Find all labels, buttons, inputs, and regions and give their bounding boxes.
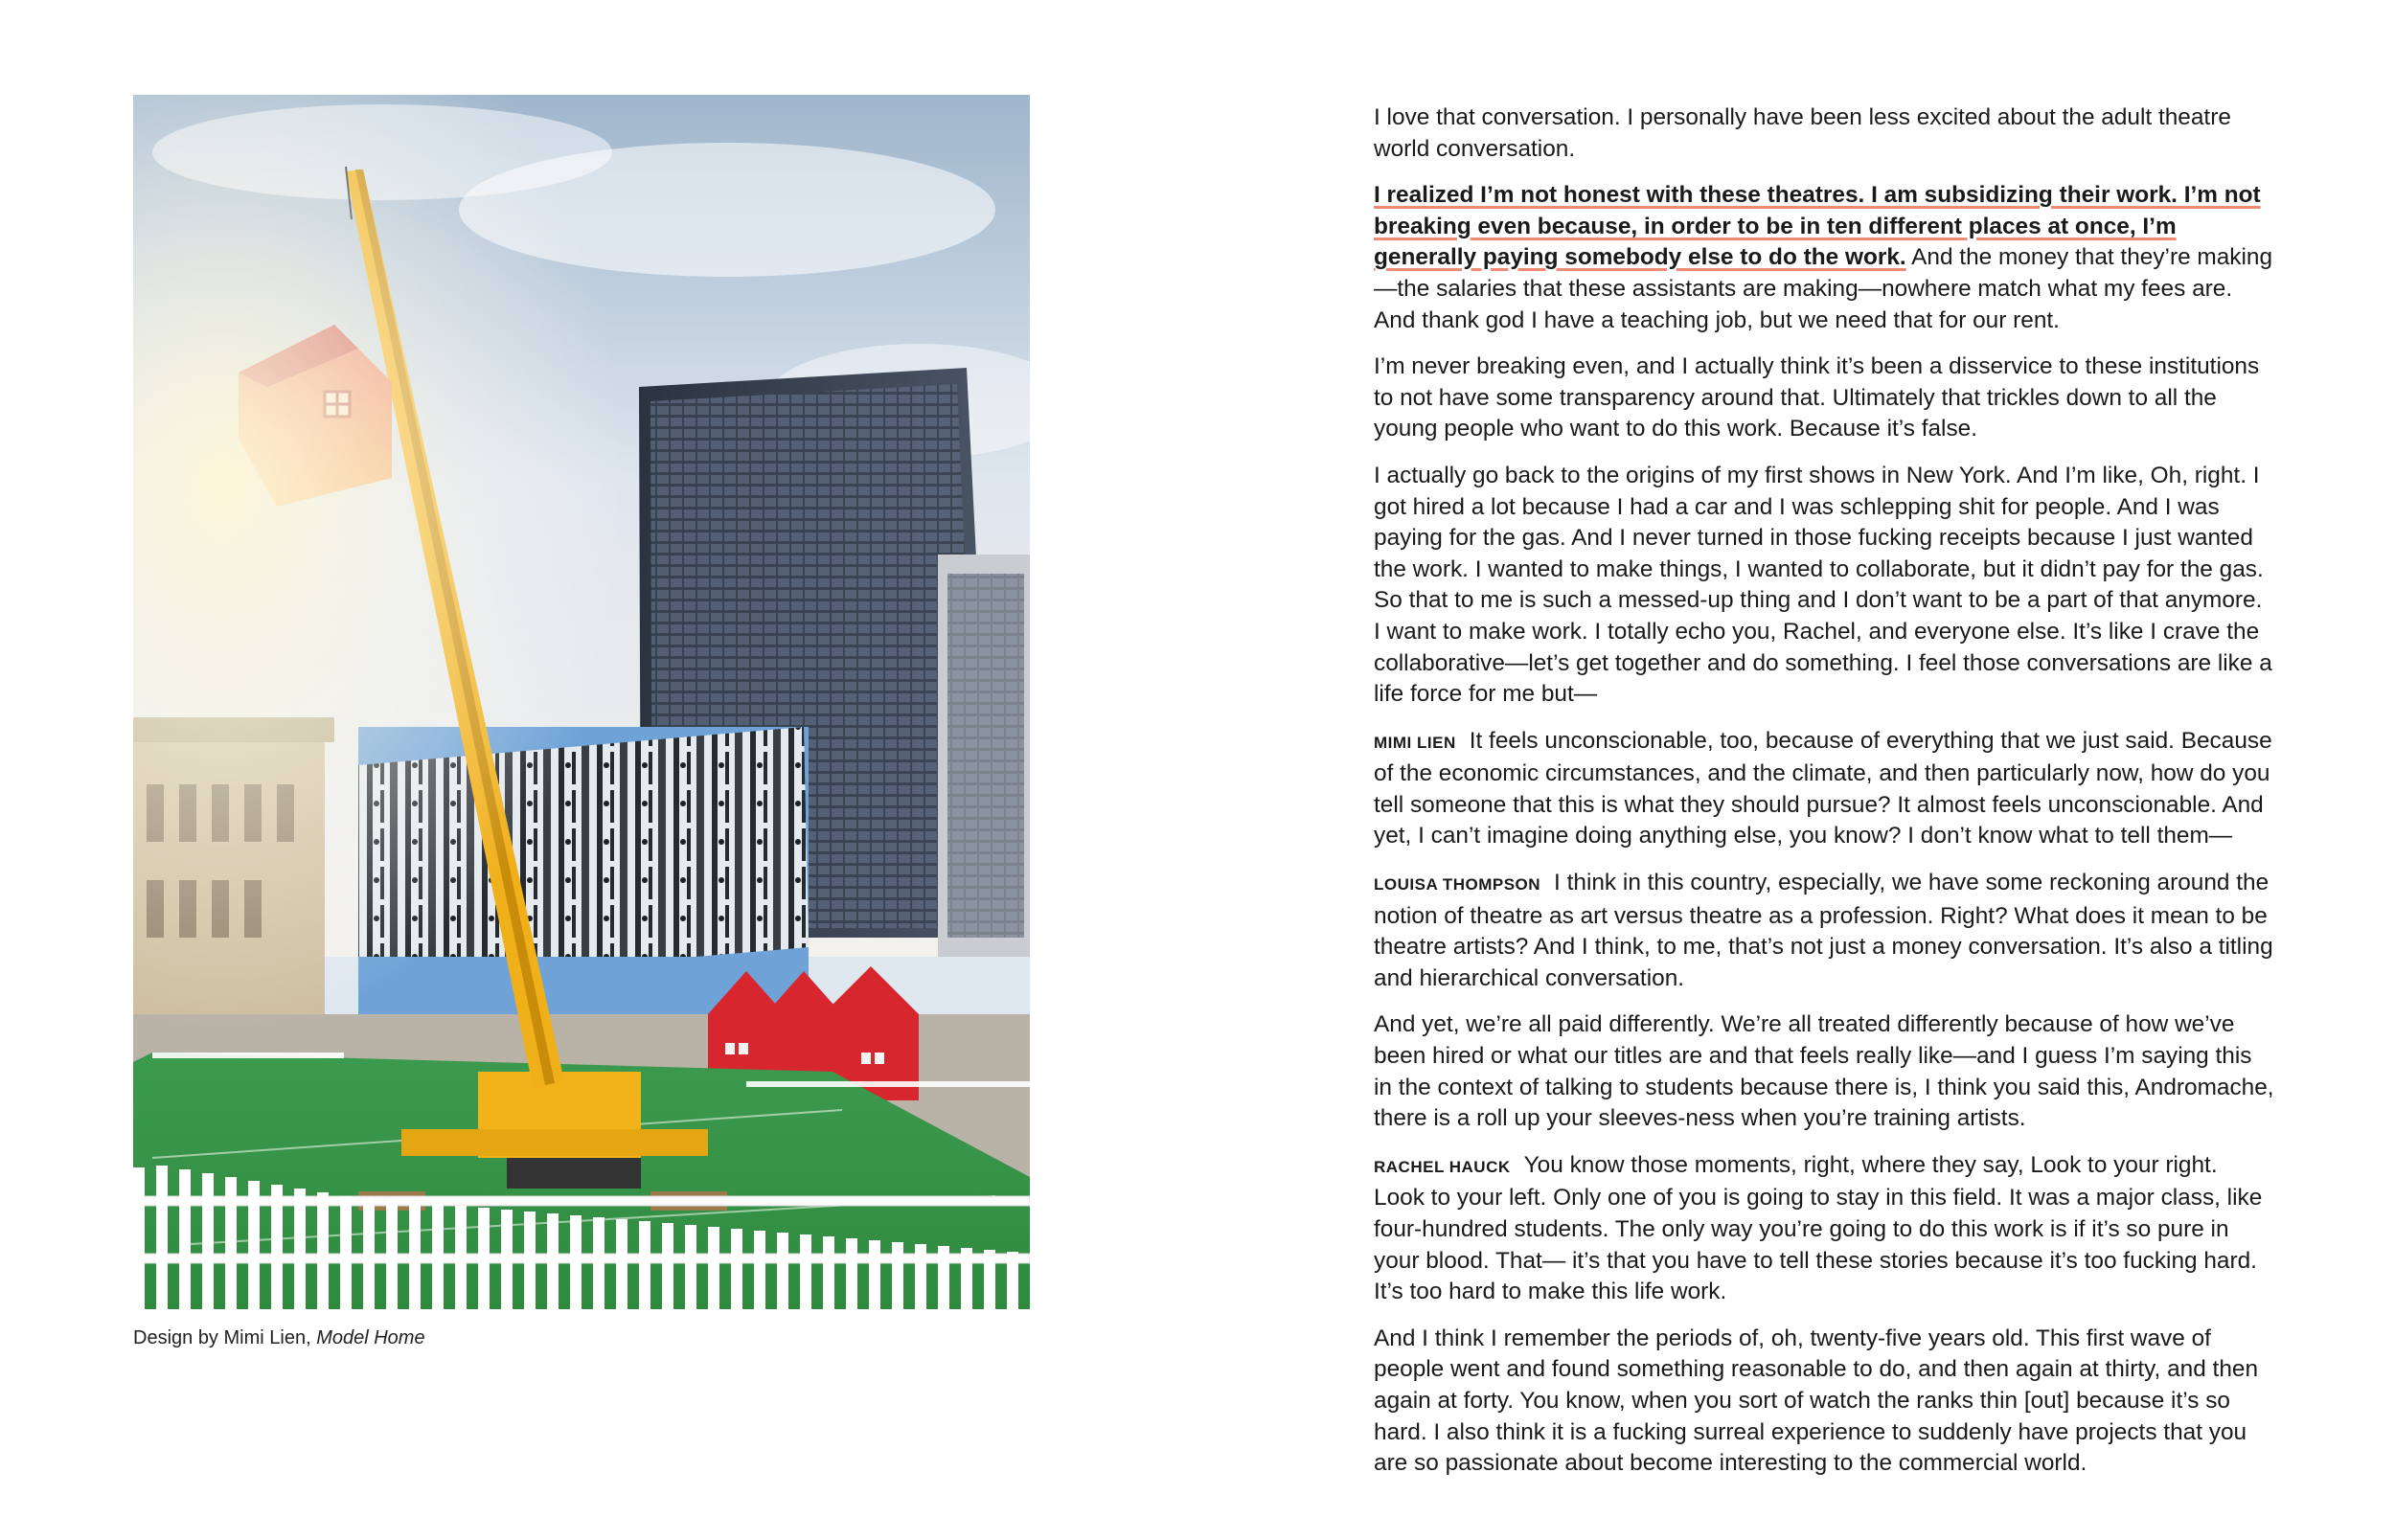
paragraph-2-rest: And the money that they’re making—the salaries that these assistants are making—nowhere match what my fees are. And thank god I have a teaching job, but we need that for our rent. [1374, 244, 2273, 333]
speaker-label: LOUISA THOMPSON [1374, 875, 1541, 895]
paragraph-5 [1374, 726, 2274, 852]
speaker-label: MIMI LIEN [1374, 733, 1456, 752]
paragraph-8 [1374, 1150, 2274, 1308]
caption-title: Model Home [316, 1327, 425, 1348]
caption-prefix: Design by Mimi Lien, [133, 1327, 317, 1348]
model-home-photo [133, 95, 1030, 1309]
paragraph-4: I actually go back to the origins of my first shows in New York. And I’m like, Oh, right. I got hired a lot because I had a car and I was schlepping shit for people. And I was paying for the gas. And I never turned in those fucking receipts because I just wanted the work. I wanted to make things, I wanted to collaborate, but it didn’t pay for the gas. So that to me is such a messed-up thing and I don’t want to be a part of that anymore. I want to make work. I totally echo you, Rachel, and everyone else. It’s like I crave the collaborative—let’s get together and do something. I feel those conversations are like a life force for me but— [1374, 462, 2272, 708]
paragraph-7: And yet, we’re all paid differently. We’re all treated differently because of how we’ve been hired or what our titles are and that feels really like—and I guess I’m saying this in the context of talking to students because there is, I think you said this, Andromache, there is a roll up your sleeves-ness when you’re training artists. [1374, 1011, 2274, 1132]
paragraph-2 [1374, 180, 2274, 336]
photo-image-icon [133, 95, 1030, 1309]
highlighted-quote: I realized I’m not honest with these theatres. I am subsidizing their work. I’m not breaking even because, in order to be in ten different places at once, I’m generally paying somebody else to do the work. [1374, 182, 2261, 271]
paragraph-6 [1374, 868, 2274, 994]
article-body [1374, 102, 2274, 1495]
paragraph-9: And I think I remember the periods of, oh, twenty-five years old. This first wave of people went and found something reasonable to do, and then again at thirty, and then again at forty. You know, when you sort of watch the ranks thin [out] because it’s so hard. I also think it is a fucking surreal experience to suddenly have projects that you are so passionate about become interesting to the commercial world. [1374, 1325, 2259, 1477]
paragraph-5-text: It feels unconscionable, too, because of everything that we just said. Because of the economic circumstances, and the climate, and then particularly now, how do you tell someone that this is what they should pursue? It almost feels unconscionable. And yet, I can’t imagine doing anything else, you know? I don’t know what to tell them— [1374, 727, 2272, 849]
paragraph-3: I’m never breaking even, and I actually think it’s been a disservice to these institutions to not have some transparency around that. Ultimately that trickles down to all the young people who want to do this work. Because it’s false. [1374, 353, 2260, 442]
speaker-label: RACHEL HAUCK [1374, 1157, 1511, 1176]
paragraph-6-text: I think in this country, especially, we have some reckoning around the notion of theatre as art versus theatre as a profession. Right? What does it mean to be theatre artists? And I think, to me, that’s not just a money conversation. It’s also a titling and hierarchical conversation. [1374, 870, 2273, 991]
paragraph-1: I love that conversation. I personally have been less excited about the adult theatre world conversation. [1374, 104, 2231, 162]
photo-caption [133, 1326, 425, 1349]
paragraph-8-text: You know those moments, right, where they say, Look to your right. Look to your left. Only one of you is going to stay in this field. It was a major class, like four-hundred students. The only way you’re going to do this work is if it’s so pure in your blood. That— it’s that you have to tell these stories because it’s too fucking hard. It’s too hard to make this life work. [1374, 1151, 2263, 1305]
